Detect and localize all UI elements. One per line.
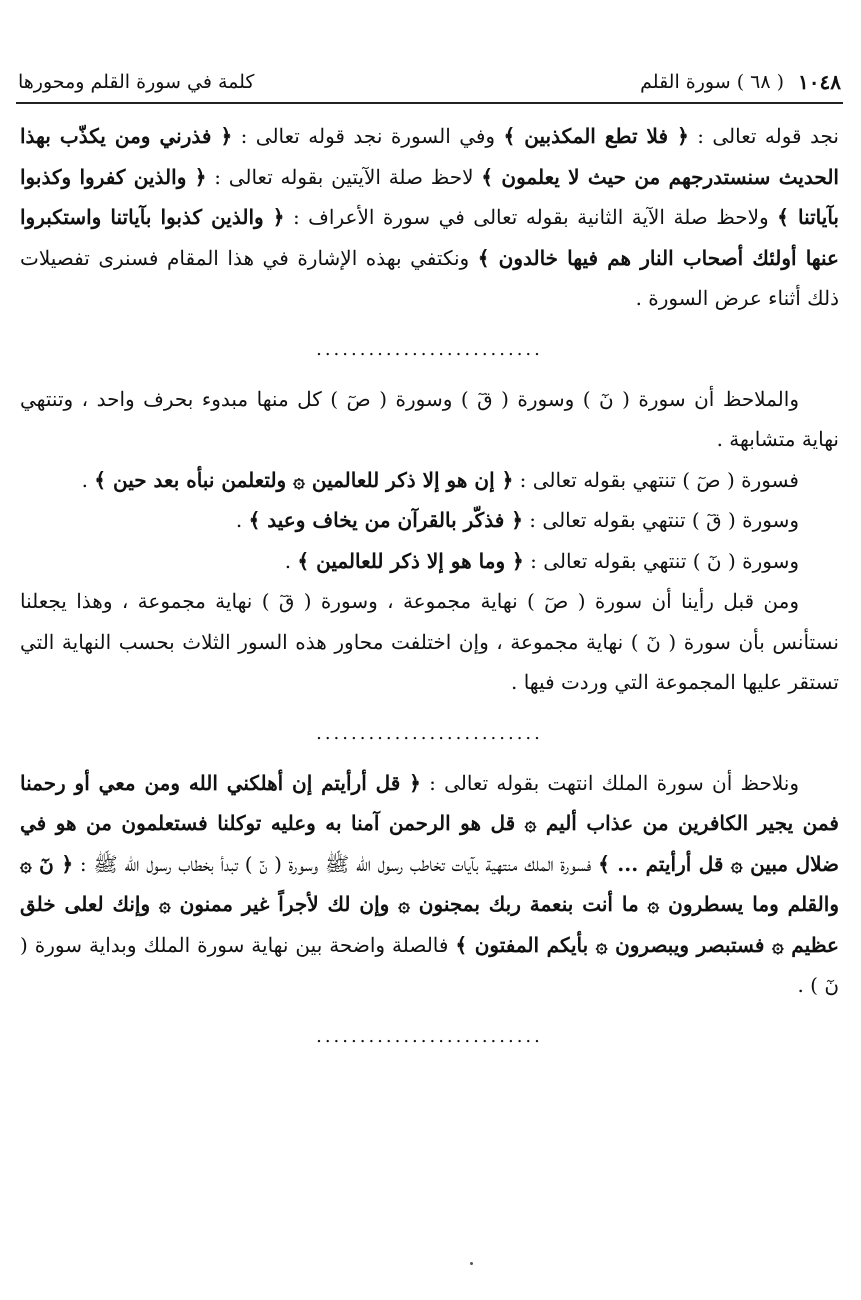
- body-text: وفي السورة نجد قوله تعالى :: [232, 124, 504, 148]
- body-text: .: [235, 508, 249, 532]
- body-text: وسورة ( قٓ ) تنتهي بقوله تعالى :: [522, 508, 799, 532]
- paragraph: [20, 763, 839, 1006]
- quran-quote: ﴿ قل أرأيتم إن أهلكني الله ومن معي أو رحمنا فمن يجير الكافرين من عذاب أليم ۞ قل هو الرحمن آمنا به وعليه توكلنا فستعلمون من هو في ضلال مبين ۞ قل أرأيتم ... ﴾: [20, 770, 840, 876]
- body-text: .: [284, 548, 298, 573]
- quran-quote: ﴿ وما هو إلا ذكر للعالمين ﴾: [297, 548, 524, 573]
- page-header: [18, 62, 841, 102]
- paragraph: [20, 379, 839, 460]
- body-text: ونلاحظ أن سورة الملك انتهت بقوله تعالى :: [420, 770, 800, 795]
- body-text: فسورة ( صٓ ) تنتهي بقوله تعالى :: [513, 467, 799, 492]
- body-text: ولاحظ صلة الآية الثانية بقوله تعالى في سورة الأعراف :: [284, 205, 778, 229]
- body-text: نجد قوله تعالى :: [688, 124, 839, 148]
- body-text: فالصلة واضحة بين نهاية سورة الملك وبداية سورة ( نٓ ) .: [20, 932, 839, 997]
- quran-quote: ﴿ إن هو إلا ذكر للعالمين ۞ ولتعلمن نبأه بعد حين ﴾: [94, 467, 514, 492]
- quran-quote: ﴿ نٓ ۞ والقلم وما يسطرون ۞ ما أنت بنعمة ربك بمجنون ۞ وإن لك لأجراً غير ممنون ۞ وإنك لعلى خلق عظيم ۞ فستبصر ويبصرون ۞ بأيكم المفتون ﴾: [20, 851, 839, 957]
- quran-quote: ﴿ فلا تطع المكذبين ﴾: [503, 124, 689, 148]
- paragraph: [20, 500, 839, 541]
- body-text: ونكتفي بهذه الإشارة في هذا المقام فسنرى تفصيلات ذلك أثناء عرض السورة .: [20, 245, 839, 310]
- quran-quote: ﴿ فذكّر بالقرآن من يخاف وعيد ﴾: [248, 508, 523, 532]
- paragraph: [20, 581, 839, 703]
- paragraph: [20, 460, 839, 501]
- body-text: لاحظ صلة الآيتين بقوله تعالى :: [206, 164, 482, 189]
- quran-quote: ﴿ فذرني ومن يكذّب بهذا الحديث سنستدرجهم من حيث لا يعلمون ﴾: [20, 124, 839, 189]
- body-text: وسورة ( نٓ ) تنتهي بقوله تعالى :: [523, 548, 799, 573]
- paragraph: [20, 116, 839, 319]
- body-text: .: [81, 467, 95, 492]
- chapter-title: كلمة في سورة القلم ومحورها: [18, 71, 255, 93]
- scan-speck: [470, 1262, 473, 1265]
- page-number: ١٠٤٨: [798, 70, 841, 94]
- body-text: ومن قبل رأينا أن سورة ( صٓ ) نهاية مجموعة ، وسورة ( قٓ ) نهاية مجموعة ، وهذا يجعلنا نستأنس بأن سورة ( نٓ ) نهاية مجموعة ، وإن اختلفت محاور هذه السور الثلاث بحسب النهاية التي تستقر عليها المجموعة التي وردت فيها .: [20, 589, 839, 694]
- quran-quote: ﴿ والذين كفروا وكذبوا بآياتنا ﴾: [20, 164, 839, 229]
- sura-label: ( ٦٨ ) سورة القلم: [640, 71, 785, 93]
- quran-quote: ﴿ والذين كذبوا بآياتنا واستكبروا عنها أولئك أصحاب النار هم فيها خالدون ﴾: [20, 205, 839, 270]
- body-text: والملاحظ أن سورة ( نٓ ) وسورة ( قٓ ) وسورة ( صٓ ) كل منها مبدوء بحرف واحد ، وتنتهي نهاية متشابهة .: [20, 386, 839, 451]
- section-separator: ..........................: [316, 1025, 543, 1047]
- paragraph: [20, 541, 839, 582]
- page-body: [20, 116, 839, 1066]
- header-right: [640, 70, 841, 94]
- header-rule: [16, 102, 843, 104]
- body-text: فسورة الملك منتهية بآيات تخاطب رسول الله ﷺ وسورة ( نٓ ) تبدأ بخطاب رسول الله ﷺ :: [73, 851, 599, 876]
- section-separator: ..........................: [316, 722, 543, 744]
- section-separator: ..........................: [316, 338, 543, 360]
